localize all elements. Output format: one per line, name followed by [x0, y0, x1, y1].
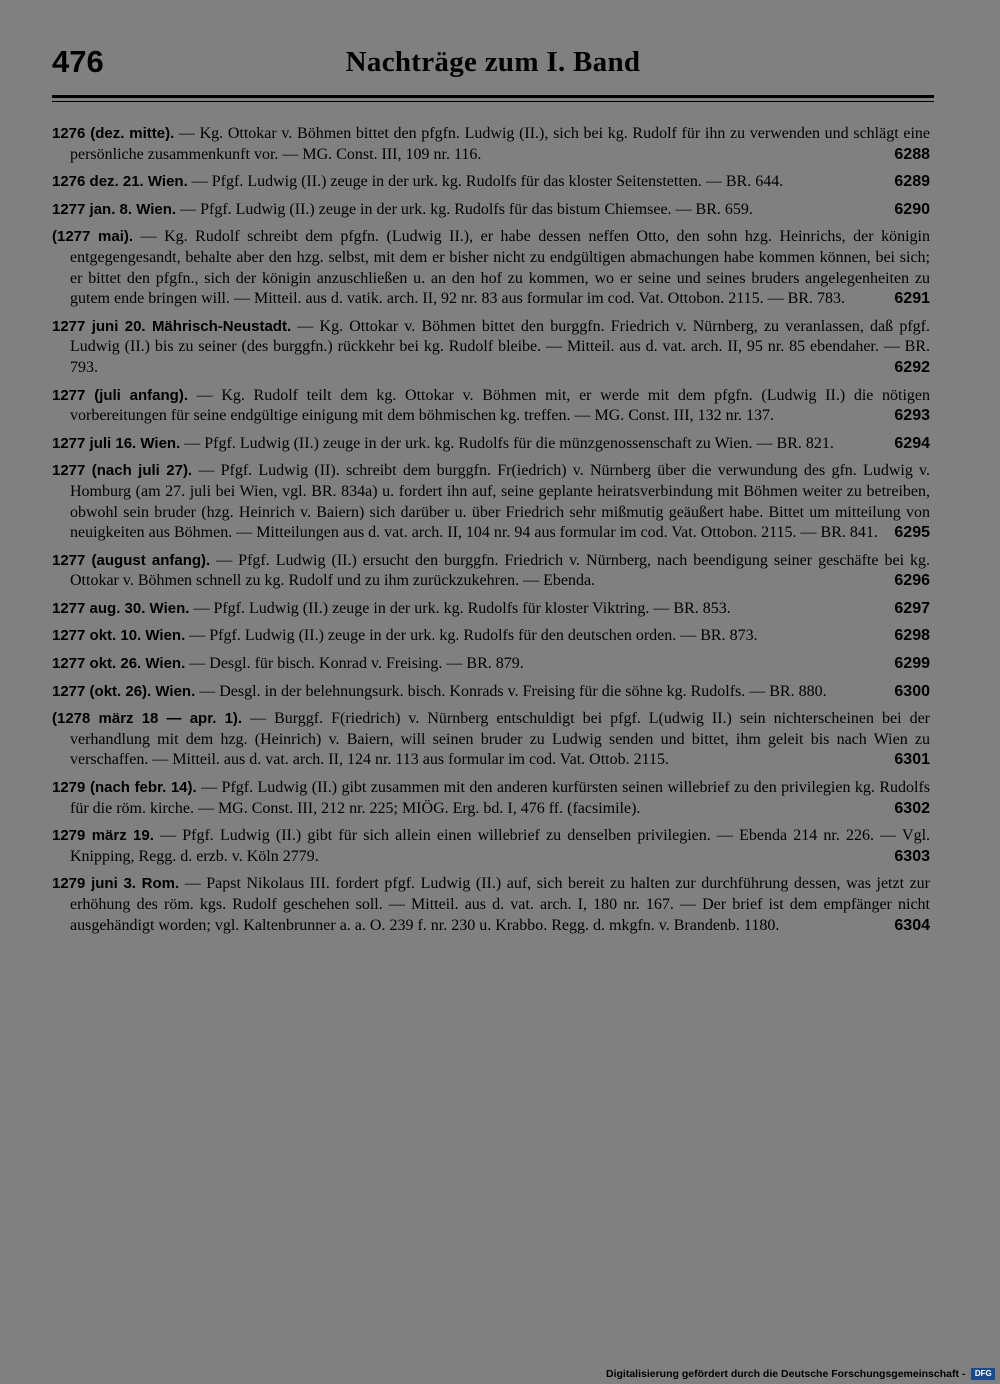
regest-entry	[52, 682, 930, 703]
dfg-logo-icon: DFG	[971, 1368, 995, 1380]
regest-text: — Pfgf. Ludwig (II.) zeuge in der urk. kg. Rudolfs für das bistum Chiemsee. — BR. 659.	[180, 200, 753, 218]
regest-entry	[52, 599, 930, 620]
regest-number: 6290	[894, 200, 930, 218]
regest-date: 1277 juli 16. Wien.	[52, 434, 181, 452]
regest-text: — Desgl. für bisch. Konrad v. Freising. — BR. 879.	[189, 655, 524, 673]
regest-entry	[52, 874, 930, 936]
regest-date: (1277 mai).	[52, 228, 134, 246]
regest-number: 6303	[894, 847, 930, 865]
regest-text: — Pfgf. Ludwig (II.) zeuge in der urk. kg. Rudolfs für den deutschen orden. — BR. 873.	[189, 627, 758, 645]
regest-date: 1277 (juli anfang).	[52, 386, 189, 404]
regest-text: — Kg. Rudolf schreibt dem pfgfn. (Ludwig II.), er habe dessen neffen Otto, den sohn hzg. Heinrichs, der königin entgegengesandt, behalte aber den hzg. selbst, mit dem er bisher nicht zu endgültigen abmachungen habe kommen können, bei sich; er bittet den pfgfn., sich der königin anzuschließen u. an den hof zu kommen, wo er seine und seines bruders angelegenheiten zu gutem ende bringen will. — Mitteil. aus d. vatik. arch. II, 92 nr. 83 aus formular im cod. Vat. Ottobon. 2115. — BR. 783.	[70, 228, 930, 308]
regest-entry	[52, 778, 930, 819]
regest-date: 1276 (dez. mitte).	[52, 125, 175, 142]
regest-date: 1279 (nach febr. 14).	[52, 779, 197, 797]
regest-text: — Kg. Ottokar v. Böhmen bittet den pfgfn. Ludwig (II.), sich bei kg. Rudolf für ihn zu verwenden und schlägt eine persönliche zusammenkunft vor. — MG. Const. III, 109 nr. 116.	[70, 125, 930, 163]
regest-number: 6288	[894, 145, 930, 163]
page-number: 476	[52, 44, 104, 79]
regest-entry	[52, 626, 930, 647]
regest-number: 6304	[894, 916, 930, 934]
regest-date: 1276 dez. 21. Wien.	[52, 173, 188, 191]
regest-date: 1277 okt. 10. Wien.	[52, 627, 186, 645]
regest-number: 6295	[894, 524, 930, 542]
regesta-list	[52, 124, 930, 943]
regest-text: — Pfgf. Ludwig (II). schreibt dem burggfn. Fr(iedrich) v. Nürnberg über die verwundung des gfn. Ludwig v. Homburg (am 27. juli bei Wien, vgl. BR. 834a) u. fordert ihn auf, seine geplante heiratsverbindung mit Böhmen weiter zu betreiben, obwohl sein bruder (hzg. Heinrich v. Baiern) sich darüber u. über Friedrich sehr mißmutig geäußert habe. Bittet um mitteilung von neuigkeiten aus Böhmen. — Mitteilungen aus d. vat. arch. II, 104 nr. 94 aus formular im cod. Vat. Ottobon. 2115. — BR. 841.	[70, 462, 931, 542]
footer-credit	[606, 1368, 995, 1380]
regest-entry	[52, 172, 930, 193]
regest-date: 1277 (august anfang).	[52, 551, 211, 569]
regest-text: — Pfgf. Ludwig (II.) gibt zusammen mit den anderen kurfürsten seinen willebrief zu den privilegien kg. Rudolfs für die röm. kirche. — MG. Const. III, 212 nr. 225; MIÖG. Erg. bd. I, 476 ff. (facsimile).	[70, 779, 931, 817]
regest-date: 1277 aug. 30. Wien.	[52, 599, 190, 617]
regest-text: — Kg. Ottokar v. Böhmen bittet den burggfn. Friedrich v. Nürnberg, zu veranlassen, daß pfgf. Ludwig (II.) bis zu seiner (des burggfn.) rückkehr bei kg. Rudolf bleibe. — Mitteil. aus d. vat. arch. II, 95 nr. 85 ebendaher. — BR. 793.	[70, 317, 931, 376]
regest-text: — Papst Nikolaus III. fordert pfgf. Ludwig (II.) auf, sich bereit zu halten zur durchführung dessen, was jetzt zur erhöhung des röm. kgs. Rudolf geschehen soll. — Mitteil. aus d. vat. arch. I, 180 nr. 167. — Der brief ist dem empfänger nicht ausgehändigt worden; vgl. Kaltenbrunner a. a. O. 239 f. nr. 230 u. Krabbo. Regg. d. mkgfn. v. Brandenb. 1180.	[70, 875, 931, 934]
regest-text: — Desgl. in der belehnungsurk. bisch. Konrads v. Freising für die söhne kg. Rudolfs. — BR. 880.	[199, 682, 827, 700]
regest-entry	[52, 386, 930, 427]
regest-date: (1278 märz 18 — apr. 1).	[52, 710, 243, 728]
regest-text: — Pfgf. Ludwig (II.) zeuge in der urk. kg. Rudolfs für kloster Viktring. — BR. 853.	[193, 599, 731, 617]
regest-number: 6298	[894, 627, 930, 645]
regest-entry	[52, 551, 930, 592]
regest-text: — Kg. Rudolf teilt dem kg. Ottokar v. Böhmen mit, er werde mit dem pfgfn. (Ludwig II.) die nötigen vorbereitungen für seine endgültige einigung mit dem böhmischen kg. treffen. — MG. Const. III, 132 nr. 137.	[70, 386, 931, 425]
regest-entry	[52, 461, 930, 543]
regest-text: — Pfgf. Ludwig (II.) gibt für sich allein einen willebrief zu denselben privilegien. — Ebenda 214 nr. 226. — Vgl. Knipping, Regg. d. erzb. v. Köln 2779.	[70, 827, 931, 865]
regest-date: 1279 märz 19.	[52, 827, 154, 845]
regest-entry	[52, 654, 930, 675]
header-rule-thin	[52, 101, 934, 102]
regest-number: 6301	[894, 751, 930, 769]
regest-number: 6293	[894, 407, 930, 425]
footer-credit-text: Digitalisierung gefördert durch die Deutsche Forschungsgemeinschaft -	[606, 1368, 966, 1380]
regest-number: 6299	[894, 655, 930, 673]
regest-date: 1277 juni 20. Mährisch-Neustadt.	[52, 317, 292, 335]
page-header	[52, 40, 934, 92]
regest-text: — Pfgf. Ludwig (II.) zeuge in der urk. kg. Rudolfs für die münzgenossenschaft zu Wien. — BR. 821.	[184, 434, 834, 452]
regest-date: 1277 jan. 8. Wien.	[52, 200, 177, 218]
page-title: Nachträge zum I. Band	[345, 46, 641, 78]
regest-number: 6302	[894, 799, 930, 817]
regest-text: — Pfgf. Ludwig (II.) ersucht den burggfn. Friedrich v. Nürnberg, nach beendigung seiner geschäfte bei kg. Ottokar v. Böhmen schnell zu kg. Rudolf und zu ihm zurückzukehren. — Ebenda.	[70, 551, 931, 590]
regest-number: 6294	[894, 434, 930, 452]
regest-entry	[52, 124, 930, 165]
regest-date: 1277 okt. 26. Wien.	[52, 655, 186, 673]
regest-number: 6291	[894, 290, 930, 308]
regest-date: 1279 juni 3. Rom.	[52, 875, 180, 893]
regest-number: 6292	[894, 358, 930, 376]
header-rule-thick	[52, 95, 934, 98]
regest-entry	[52, 826, 930, 867]
regest-number: 6297	[894, 599, 930, 617]
regest-text: — Pfgf. Ludwig (II.) zeuge in der urk. kg. Rudolfs für das kloster Seitenstetten. — BR. 644.	[191, 173, 784, 191]
regest-number: 6289	[894, 173, 930, 191]
regest-entry	[52, 317, 930, 379]
regest-entry	[52, 434, 930, 455]
regest-number: 6296	[894, 572, 930, 590]
regest-date: 1277 (okt. 26). Wien.	[52, 682, 196, 700]
regest-entry	[52, 709, 930, 771]
regest-text: — Burggf. F(riedrich) v. Nürnberg entschuldigt bei pfgf. L(udwig II.) sein nichterscheinen bei der verhandlung mit dem hzg. (Heinrich) v. Baiern, will seinen bruder zu Ludwig senden und bittet, ihm geleit bis nach Wien zu verschaffen. — Mitteil. aus d. vat. arch. II, 124 nr. 113 aus formular im cod. Vat. Ottob. 2115.	[70, 710, 931, 769]
regest-number: 6300	[894, 682, 930, 700]
regest-entry	[52, 227, 930, 309]
regest-date: 1277 (nach juli 27).	[52, 462, 193, 480]
regest-entry	[52, 200, 930, 221]
